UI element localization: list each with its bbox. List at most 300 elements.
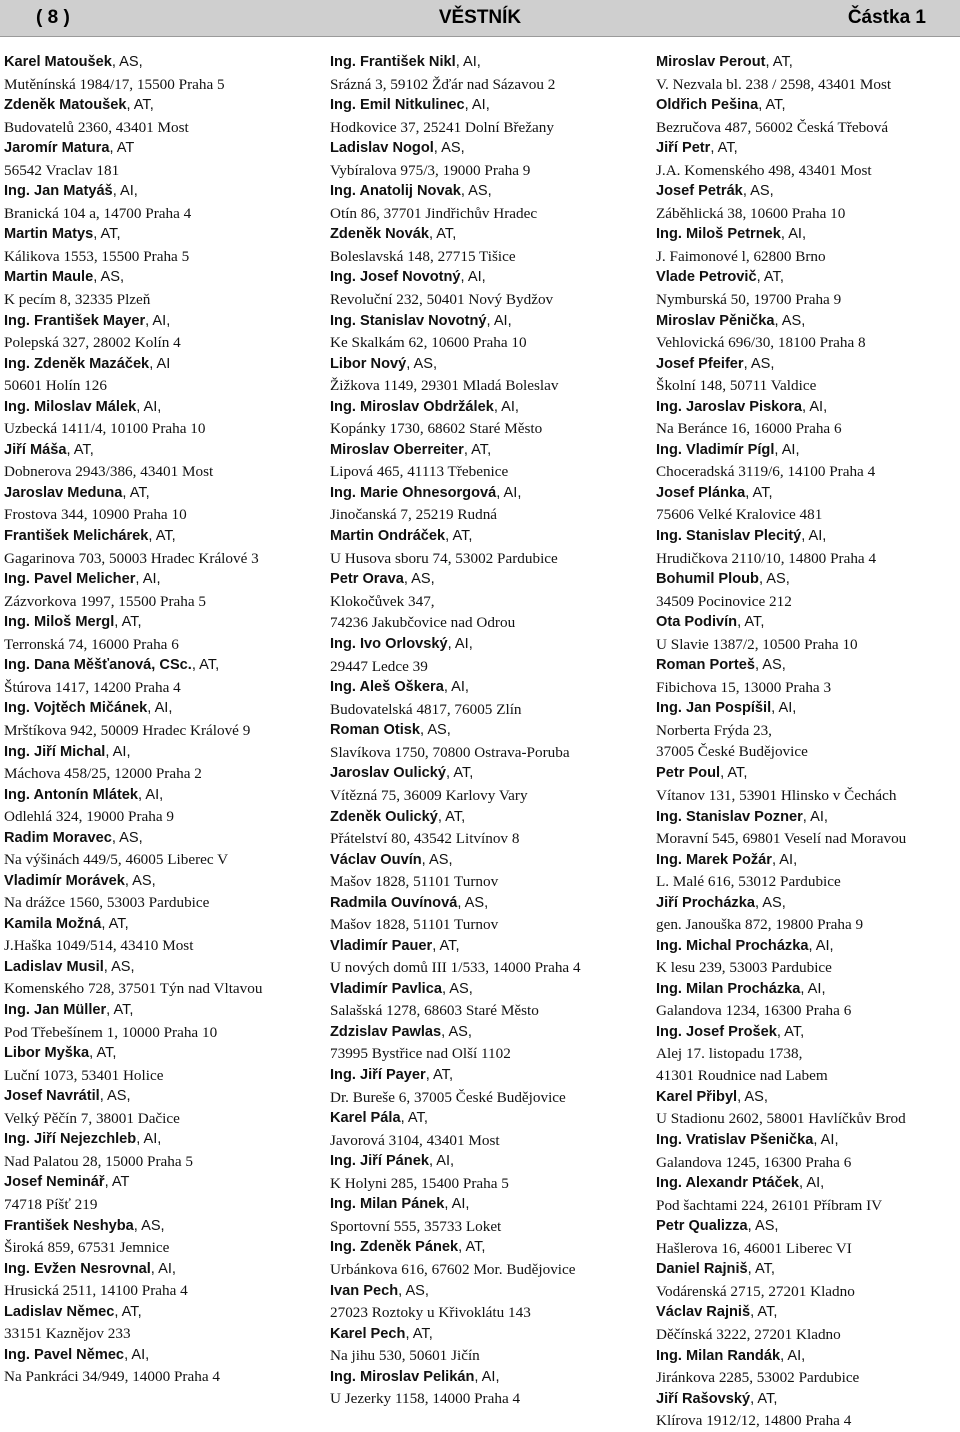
person-name-line (330, 1151, 640, 1173)
authorization-code: , AI, (136, 398, 162, 415)
person-name-line (4, 871, 314, 893)
address-line: U Slavie 1387/2, 10500 Praha 10 (656, 635, 858, 653)
person-name-line (330, 1281, 640, 1303)
person-name: Ing. Stanislav Pozner (656, 808, 803, 825)
address-line: K pecím 8, 32335 Plzeň (4, 290, 151, 308)
address-line: K Holyni 285, 15400 Praha 5 (330, 1174, 509, 1192)
list-item (330, 634, 640, 677)
authorization-code: , AI, (771, 700, 797, 717)
person-name-line (330, 181, 640, 203)
person-name-line (4, 311, 314, 333)
person-name: Ing. Evžen Nesrovnal (4, 1260, 151, 1277)
address-line: Klokočůvek 347, (330, 592, 435, 610)
authorization-code: , AS, (441, 1023, 472, 1040)
person-name-line (656, 95, 960, 117)
person-name-line (656, 655, 960, 677)
authorization-code: , AI, (428, 1153, 455, 1170)
address-line: U nových domů III 1/533, 14000 Praha 4 (330, 959, 581, 977)
list-item (330, 181, 640, 224)
list-item (4, 1172, 314, 1215)
page-header (0, 0, 960, 37)
list-item (4, 914, 314, 957)
address-line: Lipová 465, 41113 Třebenice (330, 463, 509, 481)
address-line: Ke Skalkám 62, 10600 Praha 10 (330, 334, 527, 352)
address-line: 37005 České Budějovice (656, 743, 808, 761)
list-item (656, 52, 960, 95)
person-name: Ing. Jiří Payer (330, 1067, 426, 1084)
person-name-line (656, 1216, 960, 1238)
list-item (4, 1086, 314, 1129)
address-line: Hašlerova 16, 46001 Liberec VI (656, 1239, 852, 1257)
address-line: 27023 Roztoky u Křivoklátu 143 (330, 1304, 531, 1322)
person-name: Daniel Rajniš (656, 1261, 748, 1278)
person-name-line (656, 1259, 960, 1281)
person-name-line (4, 785, 314, 807)
authorization-code: , AT, (445, 528, 473, 545)
list-item (656, 655, 960, 698)
authorization-code: , AS, (421, 851, 453, 868)
person-name-line (656, 763, 960, 785)
address-line: U Jezerky 1158, 14000 Praha 4 (330, 1390, 521, 1408)
list-item (656, 267, 960, 310)
list-item (330, 1237, 640, 1280)
authorization-code: , AS, (103, 958, 135, 975)
list-item (330, 677, 640, 720)
authorization-code: , AT, (89, 1045, 117, 1062)
person-name-line (330, 893, 640, 915)
person-name: Karel Pech (330, 1325, 406, 1342)
list-item (330, 526, 640, 569)
person-name: Ing. Michal Procházka (656, 937, 809, 954)
person-name: Zdzislav Pawlas (330, 1023, 442, 1040)
person-name: Jaroslav Meduna (4, 484, 123, 501)
address-line: Máchova 458/25, 12000 Praha 2 (4, 765, 202, 782)
address-line: Komenského 728, 37501 Týn nad Vltavou (4, 980, 263, 998)
address-line: Mašov 1828, 51101 Turnov (330, 916, 499, 934)
person-name: Ing. Stanislav Plecitý (656, 528, 802, 545)
authorization-code: , AI, (771, 851, 798, 868)
authorization-code: , AT, (148, 528, 176, 545)
address-line: 29447 Ledce 39 (330, 657, 428, 675)
list-item (656, 1389, 960, 1432)
list-item (656, 224, 960, 267)
address-line: Mrštíkova 942, 50009 Hradec Králové 9 (4, 721, 251, 739)
address-line: Hrudičkova 2110/10, 14800 Praha 4 (656, 549, 877, 567)
address-line: Revoluční 232, 50401 Nový Bydžov (330, 290, 554, 308)
list-item (656, 569, 960, 612)
list-item (330, 311, 640, 354)
person-name-line (330, 1324, 640, 1346)
person-name: Ivan Pech (330, 1282, 399, 1299)
list-item (4, 957, 314, 1000)
address-line: Vehlovická 696/30, 18100 Praha 8 (656, 334, 866, 352)
list-item (330, 1194, 640, 1237)
person-name: Karel Pála (330, 1110, 401, 1127)
person-name-line (656, 526, 960, 548)
address-line: J. Faimonové l, 62800 Brno (656, 247, 826, 265)
authorization-code: , AI, (447, 636, 473, 653)
person-name: Miroslav Pěnička (656, 312, 775, 329)
address-line: Urbánkova 616, 67602 Mor. Budějovice (330, 1260, 576, 1278)
address-line: Odlehlá 324, 19000 Praha 9 (4, 808, 174, 826)
list-item (330, 440, 640, 483)
person-name-line (330, 1367, 640, 1389)
person-name-line (656, 612, 960, 634)
person-name-line (330, 634, 640, 656)
person-name-line (4, 1302, 314, 1324)
person-name: Ing. Jan Matyáš (4, 183, 113, 200)
person-name: František Melichárek (4, 528, 149, 545)
authorization-code: , AI, (105, 743, 131, 760)
person-name-line (656, 569, 960, 591)
list-item (4, 397, 314, 440)
person-name: Jaroslav Oulický (330, 765, 447, 782)
list-item (330, 267, 640, 310)
list-item (4, 1000, 314, 1043)
list-item (4, 785, 314, 828)
person-name-line (4, 742, 314, 764)
list-item (4, 267, 314, 310)
authorization-code: , AI, (802, 398, 828, 415)
person-name: Oldřich Pešina (656, 97, 759, 114)
authorization-code: , AS, (742, 183, 774, 200)
address-line: Alej 17. listopadu 1738, (656, 1045, 803, 1063)
person-name-line (4, 612, 314, 634)
person-name: Ladislav Němec (4, 1303, 115, 1320)
authorization-code: , AI, (112, 183, 138, 200)
person-name: Jaromír Matura (4, 140, 110, 157)
authorization-code: , AS, (398, 1282, 429, 1299)
person-name-line (656, 979, 960, 1001)
person-name: Ing. Dana Měšťanová, CSc. (4, 657, 192, 674)
authorization-code: , AT, (428, 226, 457, 243)
list-item (4, 655, 314, 698)
authorization-code: , AT, (710, 140, 738, 157)
person-name: Ota Podivín (656, 614, 738, 631)
person-name: Ing. Milan Randák (656, 1347, 781, 1364)
person-name: Ing. Vojtěch Mičánek (4, 700, 148, 717)
person-name: Ing. Aleš Oškera (330, 679, 444, 696)
person-name-line (4, 1345, 314, 1367)
person-name-line (656, 1022, 960, 1044)
address-line: Bezručova 487, 56002 Česká Třebová (656, 118, 889, 136)
person-name-line (330, 1065, 640, 1087)
authorization-code: , AS, (747, 1218, 779, 1235)
list-item (656, 612, 960, 655)
address-line: Frostova 344, 10900 Praha 10 (4, 506, 187, 524)
person-name-line (656, 397, 960, 419)
list-item (330, 569, 640, 634)
person-name-line (656, 224, 960, 246)
list-item (330, 397, 640, 440)
person-name: Jiří Rašovský (656, 1390, 751, 1407)
address-line: 74236 Jakubčovice nad Odrou (330, 614, 516, 632)
list-item (330, 979, 640, 1022)
authorization-code: , AT, (747, 1261, 775, 1278)
address-line: Mašov 1828, 51101 Turnov (330, 873, 499, 891)
person-name: Petr Qualizza (656, 1218, 748, 1235)
list-item (4, 95, 314, 138)
person-name-line (4, 181, 314, 203)
person-name: Jiří Petr (656, 140, 711, 157)
authorization-code: , AI, (145, 312, 171, 329)
person-name: Jiří Máša (4, 441, 67, 458)
person-name-line (4, 138, 314, 160)
person-name-line (330, 483, 640, 505)
person-name-line (330, 138, 640, 160)
list-item (330, 850, 640, 893)
person-name: Vladimír Pauer (330, 937, 433, 954)
address-line: 33151 Kaznějov 233 (4, 1325, 131, 1343)
authorization-code: , AT, (114, 1303, 142, 1320)
address-line: Na Beránce 16, 16000 Praha 6 (656, 420, 842, 438)
person-name-line (4, 397, 314, 419)
authorization-code: , AT, (756, 269, 784, 286)
person-name: Václav Ouvín (330, 851, 422, 868)
address-line: Sportovní 555, 35733 Loket (330, 1217, 502, 1235)
authorization-code: , AT, (437, 808, 466, 825)
list-item (330, 1151, 640, 1194)
person-name: Libor Myška (4, 1045, 90, 1062)
list-item (656, 397, 960, 440)
list-item (4, 526, 314, 569)
list-item (656, 181, 960, 224)
address-line: 74718 Píšť 219 (4, 1195, 98, 1213)
address-line: Kopánky 1730, 68602 Staré Město (330, 420, 543, 438)
person-name: Ing. Jan Müller (4, 1002, 107, 1019)
list-item (656, 698, 960, 763)
person-name: Kamila Možná (4, 915, 102, 932)
address-line: Dr. Bureše 6, 37005 České Budějovice (330, 1088, 566, 1106)
address-line: Zázvorkova 1997, 15500 Praha 5 (4, 592, 207, 610)
person-name-line (330, 1108, 640, 1130)
list-item (330, 1324, 640, 1367)
authorization-code: , AS, (774, 312, 806, 329)
authorization-code: , AI, (135, 571, 161, 588)
list-item (656, 807, 960, 850)
authorization-code: , AI, (464, 97, 490, 114)
authorization-code: , AT, (93, 226, 121, 243)
authorization-code: , AT, (765, 54, 793, 70)
address-line: K lesu 239, 53003 Pardubice (656, 959, 832, 977)
person-name: Jiří Procházka (656, 894, 755, 911)
list-item (330, 1367, 640, 1410)
person-name-line (4, 1216, 314, 1238)
person-name-line (4, 267, 314, 289)
publication-title: VĚSTNÍK (438, 7, 522, 28)
list-item (4, 483, 314, 526)
person-name: Zdeněk Matoušek (4, 97, 127, 114)
list-item (656, 1130, 960, 1173)
person-name: Petr Poul (656, 765, 721, 782)
list-item (330, 483, 640, 526)
address-line: Záběhlická 38, 10600 Praha 10 (656, 204, 846, 222)
address-line: Děčínská 3222, 27201 Kladno (656, 1325, 841, 1343)
list-item (4, 828, 314, 871)
authorization-code: , AT, (458, 1239, 486, 1256)
address-line: Otín 86, 37701 Jindřichův Hradec (330, 204, 538, 222)
authorization-code: , AS, (754, 894, 786, 911)
list-item (4, 1302, 314, 1345)
person-name-line (4, 1259, 314, 1281)
authorization-code: , AS, (403, 571, 435, 588)
person-name-line (4, 440, 314, 462)
address-line: 50601 Holín 126 (4, 377, 107, 395)
address-line: Budovatelů 2360, 43401 Most (4, 118, 189, 136)
person-name-line (330, 763, 640, 785)
authorization-code: , AS, (111, 829, 143, 846)
authorization-code: , AI, (799, 1175, 825, 1192)
address-line: Přátelství 80, 43542 Litvínov 8 (330, 830, 520, 847)
person-name: Ing. Antonín Mlátek (4, 786, 139, 803)
list-item (656, 526, 960, 569)
person-name: Ing. František Nikl (330, 54, 456, 70)
authorization-code: , AS, (743, 355, 775, 372)
authorization-code: , AT, (446, 765, 474, 782)
person-name-line (656, 1173, 960, 1195)
person-name-line (330, 979, 640, 1001)
list-item (656, 1087, 960, 1130)
person-name-line (656, 807, 960, 829)
person-name-line (330, 52, 640, 74)
person-name-line (330, 936, 640, 958)
person-name-line (656, 1346, 960, 1368)
address-line: Salašská 1278, 68603 Staré Město (330, 1002, 539, 1020)
authorization-code: , AT (104, 1174, 130, 1191)
list-item (330, 807, 640, 850)
person-name: Ing. Miroslav Pelikán (330, 1368, 475, 1385)
person-name: Ing. Milan Pánek (330, 1196, 445, 1213)
authorization-code: , AS, (124, 872, 156, 889)
address-line: U Husova sboru 74, 53002 Pardubice (330, 549, 558, 567)
address-line: V. Nezvala bl. 238 / 2598, 43401 Most (656, 75, 892, 93)
authorization-code: , AI, (460, 269, 486, 286)
address-line: Školní 148, 50711 Valdice (656, 377, 817, 395)
list-item (656, 311, 960, 354)
list-item (656, 1302, 960, 1345)
authorization-code: , AS, (737, 1088, 768, 1105)
authorization-code: , AI, (444, 1196, 470, 1213)
person-name-line (330, 95, 640, 117)
list-item (656, 440, 960, 483)
person-name: Ing. Marek Požár (656, 851, 772, 868)
person-name: Josef Petrák (656, 183, 743, 200)
list-item (4, 1216, 314, 1259)
authorization-code: , AS, (133, 1217, 165, 1234)
list-item (4, 354, 314, 397)
list-item (656, 1022, 960, 1087)
authorization-code: , AS, (99, 1088, 131, 1105)
address-line: J.A. Komenského 498, 43401 Most (656, 161, 872, 179)
person-name-line (330, 354, 640, 376)
list-item (330, 52, 640, 95)
person-name: Ing. Jan Pospíšil (656, 700, 772, 717)
list-item (4, 52, 314, 95)
list-item (4, 871, 314, 914)
address-line: Velký Pěčín 7, 38001 Dačice (4, 1109, 180, 1127)
authorization-code: , AT, (750, 1390, 778, 1407)
person-name: Karel Přibyl (656, 1088, 738, 1105)
address-line: Štúrova 1417, 14200 Praha 4 (4, 678, 181, 696)
list-item (4, 440, 314, 483)
person-name-line (4, 354, 314, 376)
list-item (330, 720, 640, 763)
authorization-code: , AI, (138, 786, 164, 803)
person-name-line (330, 850, 640, 872)
list-item (4, 569, 314, 612)
list-item (4, 1129, 314, 1172)
list-item (656, 893, 960, 936)
authorization-code: , AI, (124, 1346, 150, 1363)
person-name-line (330, 1194, 640, 1216)
person-name-line (330, 1237, 640, 1259)
person-name-line (4, 95, 314, 117)
authorization-code: , AI, (474, 1368, 500, 1385)
authorization-code: , AS, (111, 54, 143, 70)
person-name: Miroslav Oberreiter (330, 441, 464, 458)
person-name-line (330, 807, 640, 829)
authorization-code: , AS, (420, 722, 451, 739)
person-name-line (656, 698, 960, 720)
person-name: Ing. Alexandr Ptáček (656, 1175, 800, 1192)
address-line: Luční 1073, 53401 Holice (4, 1066, 164, 1084)
authorization-code: , AT, (191, 657, 220, 674)
address-line: Vítězná 75, 36009 Karlovy Vary (330, 786, 528, 804)
address-line: U Stadionu 2602, 58001 Havlíčkův Brod (656, 1110, 906, 1128)
person-name-line (330, 267, 640, 289)
page-number: ( 8 ) (36, 7, 70, 28)
person-name-line (330, 720, 640, 742)
list-item (656, 1346, 960, 1389)
authorization-code: , AI, (808, 937, 834, 954)
authorization-code: , AI, (813, 1132, 839, 1149)
person-name: Ladislav Musil (4, 958, 104, 975)
person-name-line (330, 440, 640, 462)
authorization-code: , AT, (463, 441, 492, 458)
list-item (4, 1043, 314, 1086)
address-line: Pod Třebešínem 1, 10000 Praha 10 (4, 1023, 218, 1041)
list-item (330, 138, 640, 181)
address-line: Branická 104 a, 14700 Praha 4 (4, 204, 192, 222)
person-name: Zdeněk Oulický (330, 808, 438, 825)
person-name-line (330, 224, 640, 246)
address-line: Srázná 3, 59102 Žďár nad Sázavou 2 (330, 75, 556, 93)
address-line: Choceradská 3119/6, 14100 Praha 4 (656, 463, 876, 481)
authorization-code: , AT, (737, 614, 765, 631)
authorization-code: , AI, (493, 398, 519, 415)
address-line: 75606 Velké Kralovice 481 (656, 506, 823, 524)
authorization-code: , AT, (106, 1002, 134, 1019)
person-name: Ing. Stanislav Novotný (330, 312, 487, 329)
person-name: Ing. Vladimír Pígl (656, 441, 775, 458)
list-item (656, 1173, 960, 1216)
list-item (656, 850, 960, 893)
authorization-code: , AS, (457, 894, 489, 911)
authorization-code: , AI (149, 355, 171, 372)
person-name-line (4, 1043, 314, 1065)
person-name: Roman Porteš (656, 657, 755, 674)
person-name-line (656, 440, 960, 462)
person-name: Ing. Miloslav Málek (4, 398, 137, 415)
address-line: Fibichova 15, 13000 Praha 3 (656, 678, 832, 696)
address-line: Budovatelská 4817, 76005 Zlín (330, 700, 522, 718)
address-line: Dobnerova 2943/386, 43401 Most (4, 463, 214, 481)
column-3 (656, 52, 960, 1432)
authorization-code: , AS, (406, 355, 438, 372)
address-line: L. Malé 616, 53012 Pardubice (656, 873, 841, 891)
authorization-code: , AT, (114, 614, 142, 631)
person-name-line (656, 850, 960, 872)
